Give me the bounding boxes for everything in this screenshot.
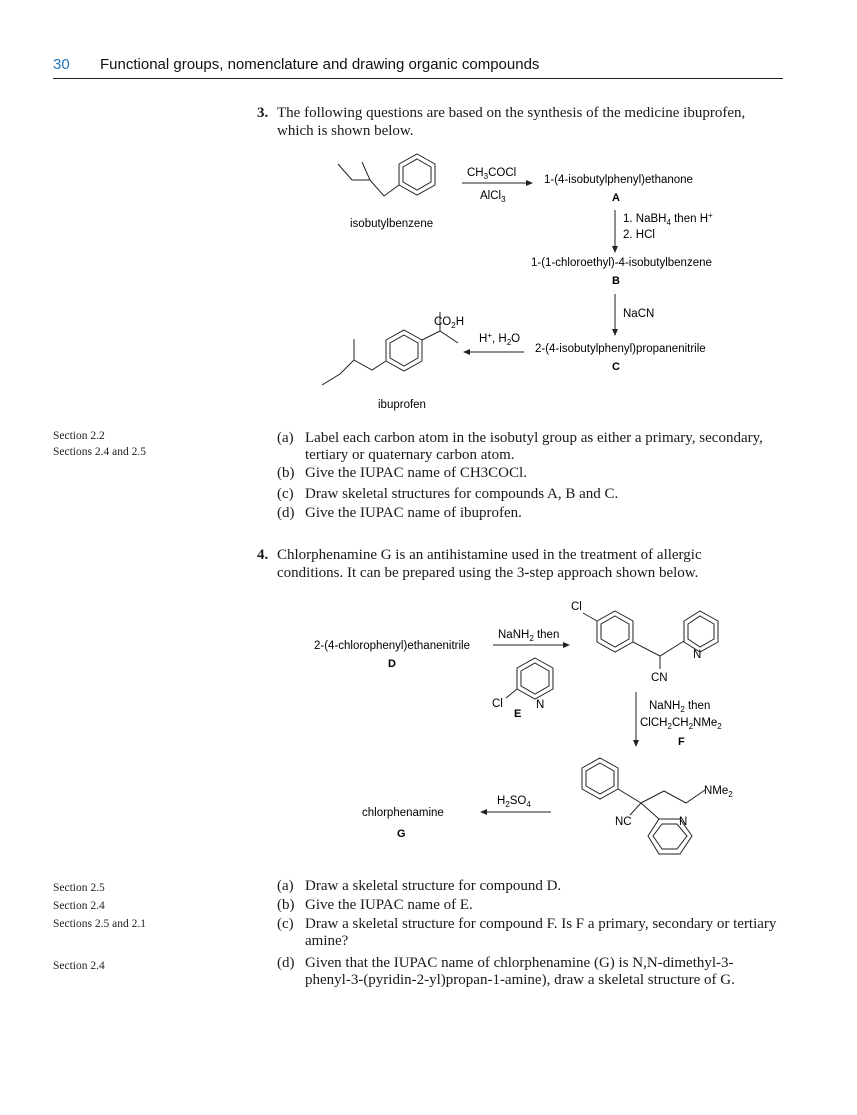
ibuprofen-synthesis-scheme bbox=[0, 140, 857, 420]
q4-intro bbox=[277, 546, 777, 582]
compound-b-name: 1-(1-chloroethyl)-4-isobutylbenzene bbox=[531, 257, 712, 269]
ibuprofen-co2h: $CO_2H$ bbox=[434, 316, 465, 330]
q3-intro-line2: which is shown below. bbox=[277, 123, 414, 139]
chlorphenamine-synthesis-scheme bbox=[0, 590, 857, 875]
q4-side-note-d: Section 2.4 bbox=[53, 960, 105, 972]
q3-intro-line1: The following questions are based on the synthesis of the medicine ibuprofen, bbox=[277, 105, 746, 121]
reagent-nacn: NaCN bbox=[623, 308, 655, 320]
reagent-h-h2o: H+, $H_2O$ bbox=[479, 331, 521, 347]
compound-f-label: F bbox=[678, 736, 685, 748]
q4-intro-line2: conditions. It can be prepared using the 3-step approach shown below. bbox=[277, 565, 699, 581]
compound-e-n: N bbox=[536, 699, 545, 711]
q4-side-note-b: Section 2.4 bbox=[53, 900, 105, 912]
q3-intro bbox=[277, 104, 777, 140]
compound-c-label: C bbox=[612, 361, 620, 373]
ibuprofen-label: ibuprofen bbox=[378, 399, 426, 411]
compound-e-cl: Cl bbox=[492, 698, 503, 710]
q3-number: 3. bbox=[257, 105, 269, 121]
isobutylbenzene-structure bbox=[338, 154, 435, 196]
reagent-clch2ch2nme2: $ClCH_2CH_2NMe_2$ bbox=[640, 717, 722, 731]
intermediate-n: N bbox=[693, 649, 702, 661]
running-title: Functional groups, nomenclature and drawing organic compounds bbox=[100, 56, 540, 73]
compound-a-name: 1-(4-isobutylphenyl)ethanone bbox=[544, 174, 693, 186]
product-nme2: NMe$_2$ bbox=[704, 785, 733, 799]
reagent-nabh4: 1. NaBH$_4$ then H+ bbox=[623, 211, 713, 227]
product-n: N bbox=[679, 816, 688, 828]
running-header bbox=[53, 54, 783, 79]
compound-c-name: 2-(4-isobutylphenyl)propanenitrile bbox=[535, 343, 706, 355]
q4-side-note-c: Sections 2.5 and 2.1 bbox=[53, 918, 146, 930]
q4-side-note-a: Section 2.5 bbox=[53, 882, 105, 894]
reagent-ch3cocl: $CH_3COCl$ bbox=[467, 167, 517, 181]
compound-d-name: 2-(4-chlorophenyl)ethanenitrile bbox=[314, 640, 470, 652]
reagent-nanh2-1: NaNH$_2$ then bbox=[498, 629, 560, 643]
side-note: Section 2.2 bbox=[53, 430, 105, 442]
isobutylbenzene-label: isobutylbenzene bbox=[350, 218, 434, 230]
page-number: 30 bbox=[53, 56, 70, 73]
compound-g-name: chlorphenamine bbox=[362, 807, 444, 819]
intermediate-cn: CN bbox=[651, 672, 668, 684]
compound-b-label: B bbox=[612, 275, 620, 287]
compound-e-structure bbox=[506, 658, 553, 699]
compound-d-label: D bbox=[388, 658, 396, 670]
compound-g-label: G bbox=[397, 828, 406, 840]
side-note: Sections 2.4 and 2.5 bbox=[53, 446, 146, 458]
product-nc: NC bbox=[615, 816, 632, 828]
reagent-hcl: 2. HCl bbox=[623, 229, 655, 241]
intermediate-cl: Cl bbox=[571, 601, 582, 613]
q4-number: 4. bbox=[257, 547, 269, 563]
reagent-nanh2-2: NaNH$_2$ then bbox=[649, 700, 711, 714]
compound-a-label: A bbox=[612, 192, 620, 204]
reagent-h2so4: $H_2SO_4$ bbox=[497, 795, 531, 809]
q3-side-notes bbox=[53, 428, 146, 460]
compound-e-label: E bbox=[514, 708, 522, 720]
product-structure bbox=[582, 758, 705, 854]
q4-intro-line1: Chlorphenamine G is an antihistamine used in the treatment of allergic bbox=[277, 547, 702, 563]
reagent-alcl3: AlCl$_3$ bbox=[480, 190, 506, 204]
